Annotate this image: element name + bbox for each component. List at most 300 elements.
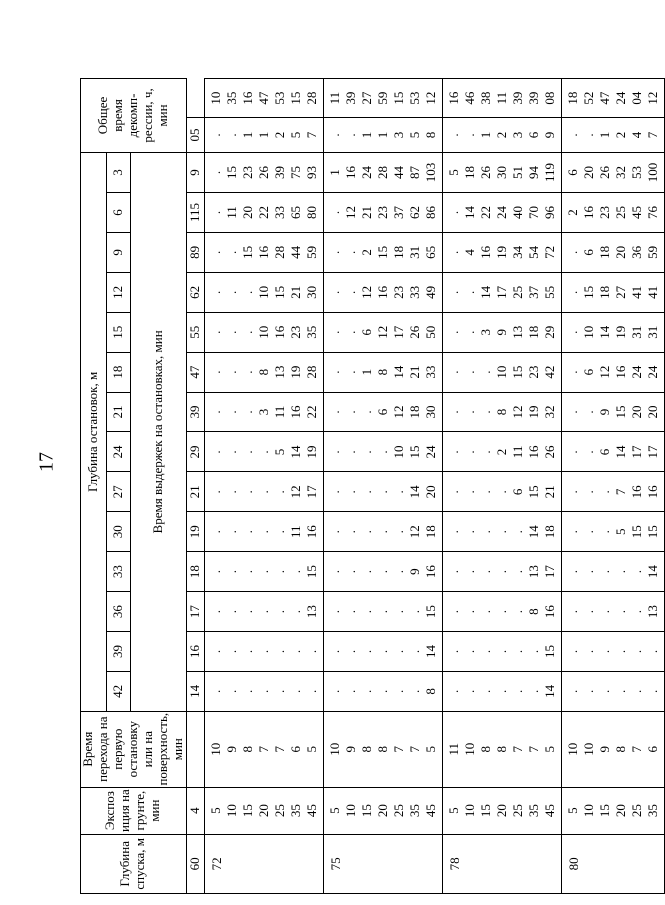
- cell-value: 38: [477, 91, 493, 105]
- cell-value: .: [493, 530, 509, 534]
- exposure-cell: [442, 787, 561, 834]
- cell-value: 8: [374, 368, 390, 376]
- cell-value: .: [342, 490, 358, 494]
- cell-value: .: [564, 290, 580, 294]
- cell-value: 21: [358, 206, 374, 219]
- cell-value: .: [342, 250, 358, 255]
- cell-value: 8: [374, 745, 390, 753]
- cell-value: .: [580, 689, 596, 693]
- stop-hold-cell: [204, 392, 323, 432]
- cell-value: 30: [493, 166, 509, 179]
- stop-depth-21: 21: [107, 392, 131, 432]
- cell-value: .: [239, 530, 255, 534]
- cell-value: 24: [493, 206, 509, 219]
- cell-value: .: [326, 570, 342, 574]
- cell-value: 1: [358, 368, 374, 376]
- cell-value: 3: [255, 408, 271, 416]
- stop-hold-cell: [561, 352, 664, 392]
- stop-hold-cell: [561, 272, 664, 312]
- cell-value: 18: [541, 525, 557, 539]
- cell-value: .: [271, 609, 287, 614]
- stop-hold-cell: [323, 352, 442, 392]
- cell-value: 34: [509, 245, 525, 259]
- cell-value: .: [612, 689, 628, 693]
- cell-value: 6: [564, 169, 580, 176]
- cell-value: 10: [255, 285, 271, 299]
- cell-value: .: [644, 649, 660, 654]
- cell-value: .: [596, 530, 612, 534]
- cell-value: .: [612, 649, 628, 654]
- cell-value: .: [223, 370, 239, 374]
- cell-value: 17: [303, 485, 319, 499]
- cell-value: 8: [358, 745, 374, 753]
- cell-value: 5: [406, 131, 422, 139]
- cell-value: 28: [271, 245, 287, 259]
- cell-value: .: [271, 689, 287, 693]
- depth-cell: [442, 834, 561, 893]
- cell-value: 28: [374, 166, 390, 179]
- cell-value: .: [461, 133, 477, 137]
- cell-value: .: [239, 570, 255, 574]
- stop-depth-6: 6: [107, 193, 131, 233]
- cell-value: 9: [541, 131, 557, 139]
- cell-value: .: [239, 609, 255, 614]
- cell-value: .: [223, 290, 239, 294]
- cell-value: .: [326, 133, 342, 137]
- cell-value: 16: [580, 206, 596, 219]
- cell-value: 33: [406, 285, 422, 299]
- cell-value: 18: [596, 285, 612, 299]
- stop-hold-cell: [323, 312, 442, 352]
- cell-value: 13: [644, 605, 660, 619]
- stop-hold-cell: [204, 512, 323, 552]
- cell-value: .: [207, 490, 223, 494]
- cell-value: .: [374, 609, 390, 614]
- cell-value: .: [223, 530, 239, 534]
- cell-value: 14: [477, 285, 493, 299]
- header-value-cell: 16: [186, 632, 204, 672]
- header-value-cell: 62: [186, 272, 204, 312]
- cell-value: .: [445, 250, 461, 255]
- cell-value: .: [461, 370, 477, 374]
- table-header: [81, 79, 205, 894]
- cell-value: .: [445, 689, 461, 693]
- cell-value: .: [342, 290, 358, 294]
- cell-value: 15: [612, 405, 628, 419]
- cell-value: 23: [374, 206, 390, 219]
- cell-value: 9: [223, 745, 239, 753]
- cell-value: .: [445, 330, 461, 334]
- stop-hold-cell: [204, 352, 323, 392]
- cell-value: 11: [271, 405, 287, 419]
- cell-value: .: [564, 370, 580, 374]
- cell-value: 15: [406, 445, 422, 459]
- cell-value: .: [493, 689, 509, 693]
- cell-value: 5: [612, 528, 628, 535]
- cell-value: .: [628, 609, 644, 614]
- cell-value: 41: [628, 285, 644, 299]
- cell-value: .: [271, 530, 287, 534]
- cell-value: 40: [509, 206, 525, 219]
- stop-hold-cell: [204, 472, 323, 512]
- stop-hold-cell: [323, 432, 442, 472]
- cell-value: 14: [541, 684, 557, 698]
- cell-value: 86: [422, 206, 438, 219]
- cell-value: .: [390, 609, 406, 614]
- cell-value: .: [358, 530, 374, 534]
- stop-hold-cell: [204, 312, 323, 352]
- cell-value: .: [326, 290, 342, 294]
- cell-value: 9: [406, 568, 422, 575]
- header-value-cell: 47: [186, 352, 204, 392]
- stop-depth-3: 3: [107, 152, 131, 192]
- stop-depth-42: 42: [107, 671, 131, 711]
- cell-value: .: [271, 649, 287, 654]
- cell-value: .: [461, 290, 477, 294]
- cell-value: 6: [509, 488, 525, 496]
- cell-value: 75: [287, 166, 303, 179]
- cell-value: 25: [628, 804, 644, 818]
- stop-hold-cell: [561, 552, 664, 592]
- cell-value: 3: [509, 131, 525, 139]
- cell-value: 50: [422, 325, 438, 339]
- cell-value: .: [207, 450, 223, 454]
- cell-value: .: [239, 689, 255, 693]
- stop-hold-cell: [442, 352, 561, 392]
- cell-value: .: [255, 649, 271, 654]
- cell-value: .: [445, 410, 461, 414]
- cell-value: .: [477, 370, 493, 374]
- cell-value: 45: [628, 206, 644, 219]
- cell-value: .: [303, 649, 319, 654]
- cell-value: 16: [374, 285, 390, 299]
- cell-value: .: [358, 649, 374, 654]
- cell-value: 33: [422, 365, 438, 379]
- cell-value: .: [342, 410, 358, 414]
- cell-value: 16: [287, 405, 303, 419]
- total-hours-cell: [204, 118, 323, 153]
- cell-value: 7: [303, 131, 319, 139]
- cell-value: .: [493, 490, 509, 494]
- cell-value: .: [207, 330, 223, 334]
- cell-value: .: [445, 649, 461, 654]
- stop-hold-cell: [204, 152, 323, 192]
- cell-value: 7: [525, 745, 541, 753]
- cell-value: .: [342, 450, 358, 454]
- transit-cell: [204, 711, 323, 787]
- cell-value: 28: [303, 91, 319, 105]
- cell-value: 2: [271, 131, 287, 139]
- cell-value: .: [580, 490, 596, 494]
- depth-value: 75: [327, 857, 343, 871]
- cell-value: 16: [271, 325, 287, 339]
- cell-value: 96: [541, 206, 557, 219]
- cell-value: .: [255, 609, 271, 614]
- cell-value: .: [564, 570, 580, 574]
- stop-depth-24: 24: [107, 432, 131, 472]
- cell-value: 25: [271, 804, 287, 818]
- cell-value: 5: [271, 448, 287, 456]
- depth-group-row: [204, 79, 323, 894]
- cell-value: 22: [477, 206, 493, 219]
- cell-value: .: [564, 609, 580, 614]
- cell-value: .: [223, 450, 239, 454]
- transit-cell: [442, 711, 561, 787]
- cell-value: .: [207, 689, 223, 693]
- cell-value: 17: [390, 325, 406, 339]
- cell-value: .: [342, 133, 358, 137]
- cell-value: 39: [271, 166, 287, 179]
- cell-value: .: [564, 530, 580, 534]
- cell-value: .: [406, 649, 422, 654]
- total-minutes-cell: [442, 79, 561, 118]
- cell-value: 11: [445, 742, 461, 756]
- cell-value: 14: [287, 445, 303, 459]
- cell-value: 8: [239, 745, 255, 753]
- cell-value: .: [207, 570, 223, 574]
- cell-value: .: [406, 689, 422, 693]
- cell-value: .: [564, 410, 580, 414]
- page-number: 17: [35, 452, 58, 472]
- cell-value: 35: [406, 804, 422, 818]
- cell-value: .: [445, 133, 461, 137]
- cell-value: 15: [541, 644, 557, 658]
- cell-value: 20: [580, 166, 596, 179]
- cell-value: .: [326, 490, 342, 494]
- cell-value: .: [207, 410, 223, 414]
- cell-value: 14: [525, 525, 541, 539]
- cell-value: 17: [493, 285, 509, 299]
- cell-value: .: [207, 133, 223, 137]
- cell-value: 15: [580, 285, 596, 299]
- cell-value: 20: [628, 405, 644, 419]
- cell-value: 12: [644, 91, 660, 105]
- stops-header: Глубина остановок, м: [81, 152, 107, 711]
- cell-value: 45: [422, 804, 438, 818]
- cell-value: 13: [525, 565, 541, 579]
- cell-value: .: [342, 330, 358, 334]
- cell-value: .: [358, 689, 374, 693]
- cell-value: 12: [406, 525, 422, 539]
- cell-value: 8: [525, 608, 541, 615]
- cell-value: .: [580, 609, 596, 614]
- cell-value: .: [239, 370, 255, 374]
- cell-value: 6: [358, 328, 374, 336]
- cell-value: 5: [422, 745, 438, 753]
- cell-value: 21: [287, 285, 303, 299]
- cell-value: 22: [303, 405, 319, 419]
- cell-value: .: [223, 570, 239, 574]
- cell-value: .: [477, 490, 493, 494]
- cell-value: .: [358, 450, 374, 454]
- cell-value: 31: [644, 325, 660, 339]
- cell-value: 35: [525, 804, 541, 818]
- cell-value: 28: [303, 365, 319, 379]
- header-value-cell: 21: [186, 472, 204, 512]
- cell-value: 35: [223, 91, 239, 105]
- stop-hold-cell: [561, 232, 664, 272]
- decompression-table: [80, 78, 665, 894]
- cell-value: 27: [358, 91, 374, 105]
- cell-value: 14: [612, 445, 628, 459]
- cell-value: 49: [422, 285, 438, 299]
- cell-value: 16: [477, 245, 493, 259]
- stop-depth-33: 33: [107, 552, 131, 592]
- cell-value: .: [461, 450, 477, 454]
- stop-hold-cell: [323, 632, 442, 672]
- cell-value: .: [461, 570, 477, 574]
- cell-value: .: [509, 609, 525, 614]
- cell-value: .: [445, 370, 461, 374]
- cell-value: .: [358, 410, 374, 414]
- cell-value: 30: [422, 405, 438, 419]
- stop-hold-cell: [323, 671, 442, 711]
- cell-value: .: [374, 490, 390, 494]
- cell-value: .: [326, 530, 342, 534]
- total-minutes-cell: [204, 79, 323, 118]
- cell-value: 12: [358, 285, 374, 299]
- cell-value: .: [477, 609, 493, 614]
- total-time-header: Общее время декомп- рессии, ч, мин: [81, 79, 187, 153]
- stop-hold-cell: [442, 432, 561, 472]
- cell-value: .: [255, 450, 271, 454]
- cell-value: .: [342, 689, 358, 693]
- cell-value: .: [223, 490, 239, 494]
- cell-value: .: [461, 330, 477, 334]
- cell-value: 25: [509, 804, 525, 818]
- cell-value: 10: [326, 742, 342, 756]
- cell-value: 1: [477, 131, 493, 139]
- stop-hold-cell: [442, 552, 561, 592]
- cell-value: 47: [596, 91, 612, 105]
- stop-depth-15: 15: [107, 312, 131, 352]
- cell-value: .: [628, 689, 644, 693]
- cell-value: 15: [596, 804, 612, 818]
- stop-depth-12: 12: [107, 272, 131, 312]
- cell-value: 26: [596, 166, 612, 179]
- cell-value: .: [461, 689, 477, 693]
- cell-value: 6: [580, 249, 596, 256]
- cell-value: 23: [525, 365, 541, 379]
- cell-value: .: [580, 410, 596, 414]
- header-value-cell: 14: [186, 671, 204, 711]
- stop-hold-cell: [204, 632, 323, 672]
- cell-value: 35: [303, 325, 319, 339]
- cell-value: .: [223, 410, 239, 414]
- cell-value: 23: [390, 285, 406, 299]
- cell-value: 15: [477, 804, 493, 818]
- cell-value: .: [628, 570, 644, 574]
- depth-value: 78: [446, 857, 462, 871]
- cell-value: 17: [541, 565, 557, 579]
- stop-hold-cell: [442, 592, 561, 632]
- cell-value: 20: [493, 804, 509, 818]
- cell-value: .: [287, 649, 303, 654]
- cell-value: 53: [628, 166, 644, 179]
- cell-value: .: [477, 410, 493, 414]
- cell-value: .: [580, 530, 596, 534]
- cell-value: 16: [644, 485, 660, 499]
- cell-value: 94: [525, 166, 541, 179]
- cell-value: 26: [477, 166, 493, 179]
- cell-value: 18: [406, 405, 422, 419]
- total-hours-cell: [442, 118, 561, 153]
- cell-value: 7: [612, 488, 628, 496]
- stop-hold-cell: [323, 392, 442, 432]
- cell-value: 15: [358, 804, 374, 818]
- cell-value: 26: [255, 166, 271, 179]
- cell-value: 30: [303, 285, 319, 299]
- stop-hold-cell: [442, 272, 561, 312]
- cell-value: 31: [628, 325, 644, 339]
- cell-value: .: [580, 133, 596, 137]
- cell-value: .: [564, 649, 580, 654]
- stop-hold-cell: [323, 193, 442, 233]
- cell-value: 23: [596, 206, 612, 219]
- cell-value: .: [525, 689, 541, 693]
- cell-value: 11: [223, 206, 239, 219]
- cell-value: 15: [271, 285, 287, 299]
- cell-value: 6: [644, 745, 660, 753]
- cell-value: .: [564, 330, 580, 334]
- hold-time-header: Время выдержек на остановках, мин: [131, 152, 186, 711]
- stop-hold-cell: [442, 193, 561, 233]
- stop-hold-cell: [323, 232, 442, 272]
- cell-value: 39: [509, 91, 525, 105]
- stop-hold-cell: [561, 632, 664, 672]
- cell-value: 15: [303, 565, 319, 579]
- cell-value: 1: [374, 131, 390, 139]
- cell-value: 15: [239, 245, 255, 259]
- cell-value: 10: [580, 742, 596, 756]
- header-value-cell: 19: [186, 512, 204, 552]
- header-value-cell: 18: [186, 552, 204, 592]
- cell-value: .: [207, 530, 223, 534]
- header-value-cell: 89: [186, 232, 204, 272]
- cell-value: 11: [493, 91, 509, 105]
- cell-value: .: [342, 570, 358, 574]
- cell-value: 25: [612, 206, 628, 219]
- rotated-table-container: [80, 78, 660, 894]
- cell-value: .: [326, 410, 342, 414]
- cell-value: 36: [628, 245, 644, 259]
- cell-value: 3: [477, 328, 493, 336]
- cell-value: 93: [303, 166, 319, 179]
- cell-value: 100: [644, 162, 660, 183]
- cell-value: 8: [477, 745, 493, 753]
- cell-value: 45: [541, 804, 557, 818]
- cell-value: 15: [628, 525, 644, 539]
- cell-value: 15: [644, 525, 660, 539]
- transit-cell: [323, 711, 442, 787]
- cell-value: .: [326, 210, 342, 215]
- cell-value: 5: [326, 807, 342, 814]
- cell-value: 12: [342, 206, 358, 219]
- stop-hold-cell: [561, 512, 664, 552]
- cell-value: .: [287, 609, 303, 614]
- cell-value: .: [477, 530, 493, 534]
- stop-hold-cell: [323, 592, 442, 632]
- cell-value: .: [509, 570, 525, 574]
- cell-value: 4: [628, 131, 644, 139]
- cell-value: 32: [541, 405, 557, 419]
- cell-value: .: [255, 689, 271, 693]
- cell-value: .: [564, 133, 580, 137]
- cell-value: 2: [493, 131, 509, 139]
- cell-value: .: [445, 450, 461, 454]
- cell-value: 24: [612, 91, 628, 105]
- cell-value: 5: [207, 807, 223, 814]
